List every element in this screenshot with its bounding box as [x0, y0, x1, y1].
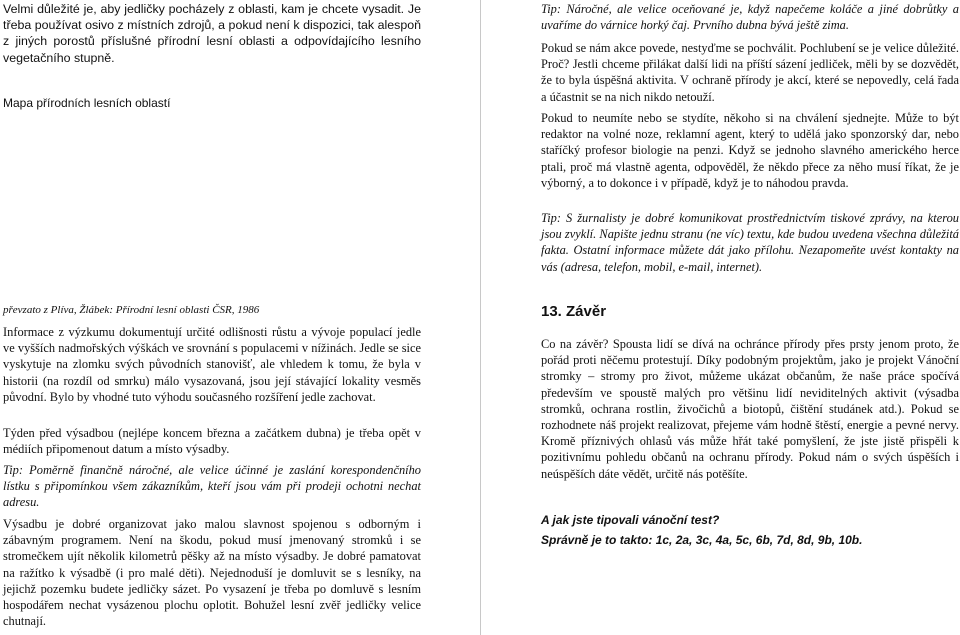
chapter-heading: 13. Závěr: [541, 303, 607, 320]
map-caption: Mapa přírodních lesních oblastí: [3, 96, 171, 110]
success-paragraph: Pokud se nám akce povede, nestyďme se pochválit. Pochlubení se je velice důležité. Proč? Jestli chceme přilákat další lidi na příští sázení jedliček, měli by se dozvědět, že to byla úspěšná aktivita. V ochraně přírody je akcí, které se nepovedly, celá řada a účastnit se na nich nikdo netouží.: [541, 41, 959, 104]
media-paragraph: Týden před výsadbou (nejlépe koncem března a začátkem dubna) je třeba opět v médiích připomenout datum a místo výsadby.: [3, 426, 421, 457]
map-credit: převzato z Plíva, Žlábek: Přírodní lesní oblasti ČSR, 1986: [3, 304, 260, 316]
quiz-answer: Správně je to takto: 1c, 2a, 3c, 4a, 5c, 6b, 7d, 8d, 9b, 10b.: [541, 533, 863, 547]
conclusion-paragraph: Co na závěr? Spousta lidí se dívá na ochránce přírody přes prsty jenom proto, že pořád proti něčemu protestují. Díky podobným projektům, jako je projekt Vánoční stromky – stromy pro život, můžeme ukázat občanům, že naše práce spočívá především ve spoustě malých pro většinu lidí neviditelných aktivit (výsadba stromků, ochrana rostlin, živočichů a biotopů, čištění studánek atd.). Pokud se rozhodnete náš projekt realizovat, přejeme vám hodně štěstí, energie a pevné nervy. Kromě příznivých ohlasů vás může hřát také pomyšlení, že jste jistě přispěli k pozitivnímu pohledu občanů na ochranu přírody. Pokud nám o svých úspěších i neúspěších dáte vědět, určitě nás potěšíte.: [541, 337, 959, 481]
praise-paragraph: Pokud to neumíte nebo se stydíte, někoho si na chválení sjednejte. Může to být redaktor na volné noze, reklamní agent, který to udělá jako sponzorský dar, nebo staříčký profesor biologie na penzi. Když se jednoho slavného amerického herce ptali, proč má vlastně agenta, odpověděl, že někdo přece za něho musí říkat, že je výborný, a to dokonce i v případě, když je to náhodou pravda.: [541, 111, 959, 190]
tip-cakes: Tip: Náročné, ale velice oceňované je, když napečeme koláče a jiné dobrůtky a uvaříme do várnice horký čaj. Prvního dubna bývá ještě zima.: [541, 2, 959, 33]
tip-journalists: Tip: S žurnalisty je dobré komunikovat prostřednictvím tiskové zprávy, na kterou jsou zvyklí. Napište jednu stranu (ne víc) textu, kde budou uvedena všechna důležitá fakta. Ostatní informace můžete dát jako přílohu. Nezapomeňte uvést kontakty na vás (adresa, telefon, mobil, e-mail, internet).: [541, 211, 959, 274]
organize-paragraph: Výsadbu je dobré organizovat jako malou slavnost spojenou s odborným i zábavným programem. Není na škodu, pokud musí jmenovaný stromků i se stromečkem ujít několik kilometrů pěšky až na místo výsadby. Je dobré pamatovat na ražítko k výsadbě (i pro malé děti). Nejednoduší je domluvit se s lesníky, na jejichž pozemku budete jedličky sázet. Po vysazení je třeba po domluvě s lesním hospodářem nechat vysázenou plochu oplotit. Bohužel lesní zvěř jedličky velice chutnají.: [3, 517, 421, 629]
quiz-question: A jak jste tipovali vánoční test?: [541, 513, 720, 527]
tip-letter: Tip: Poměrně finančně náročné, ale velice účinné je zaslání korespondenčního lístku s připomínkou všem zákazníkům, kteří jsou vám při prodeji ochotni nechat adresu.: [3, 463, 421, 510]
column-divider: [480, 0, 481, 635]
intro-paragraph: Velmi důležité je, aby jedličky pocházely z oblasti, kam je chcete vysadit. Je třeba používat osivo z místních zdrojů, a pokud není k dispozici, tak alespoň z jiných porostů příslušné přírodní lesní oblasti a odpovídajícího lesního vegetačního stupně.: [3, 2, 421, 65]
research-paragraph: Informace z výzkumu dokumentují určité odlišnosti růstu a vývoje populací jedle ve vyšších nadmořských výškách ve srovnání s populacemi v nížinách. Jedle se sice vyskytuje na zlomku svých původních stanovišť, ale vhledem k tomu, že byla v historii (na rozdíl od smrku) málo vysazovaná, jsou její stávající lokality vesměs původní. Bylo by vhodné tuto výhodu současného rozšíření jedle zachovat.: [3, 325, 421, 404]
